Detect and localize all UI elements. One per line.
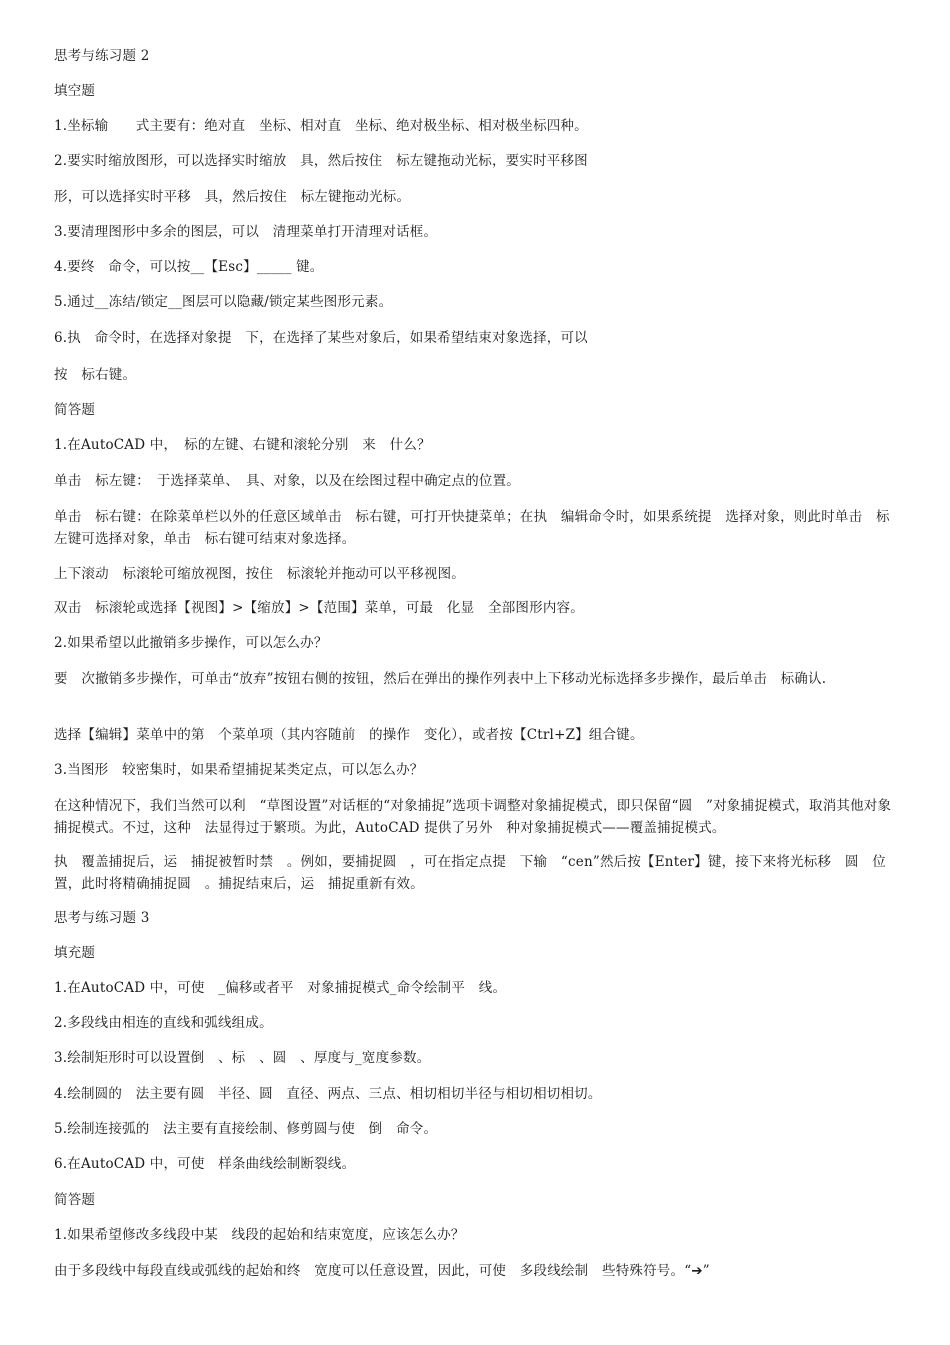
question-text: 按 标右键。 — [54, 367, 137, 383]
question-text: 3.绘制矩形时可以设置倒 、标 、圆 、厚度与_宽度参数。 — [54, 1050, 431, 1066]
question-text: 2.要实时缩放图形，可以选择实时缩放 具，然后按住 标左键拖动光标，要实时平移图 — [54, 153, 588, 169]
question-text: 3.当图形 较密集时，如果希望捕捉某类定点，可以怎么办？ — [54, 762, 424, 778]
answer-text: 上下滚动 标滚轮可缩放视图，按住 标滚轮并拖动可以平移视图。 — [54, 566, 465, 582]
section-heading: 思考与练习题 3 — [54, 910, 150, 926]
question-text: 1.在AutoCAD 中，可使 _偏移或者平 对象捕捉模式_命令绘制平 线。 — [54, 980, 507, 996]
question-text: 2.如果希望以此撤销多步操作，可以怎么办？ — [54, 635, 328, 651]
question-text: 6.在AutoCAD 中，可使 样条曲线绘制断裂线。 — [54, 1156, 356, 1172]
section-heading: 思考与练习题 2 — [54, 48, 150, 64]
answer-paragraph: 执 覆盖捕捉后，运 捕捉被暂时禁 。例如，要捕捉圆 ，可在指定点提 下输 “cen”然后按【Enter】键，接下来将光标移 圆 位置，此时将精确捕捉圆 。捕捉结束后，运 捕捉重新有效。 — [54, 854, 886, 892]
subsection-heading: 填空题 — [54, 83, 96, 99]
answer-paragraph: 要 次撤销多步操作，可单击“放弃”按钮右侧的按钮，然后在弹出的操作列表中上下移动光标选择多步操作，最后单击 标确认. — [54, 671, 827, 687]
question-text: 形，可以选择实时平移 具，然后按住 标左键拖动光标。 — [54, 189, 411, 205]
answer-text: 由于多段线中每段直线或弧线的起始和终 宽度可以任意设置，因此，可使 多段线绘制 些特殊符号。“➔” — [54, 1263, 710, 1279]
question-text: 1.坐标输 式主要有：绝对直 坐标、相对直 坐标、绝对极坐标、相对极坐标四种。 — [54, 118, 588, 134]
question-text: 1.在AutoCAD 中， 标的左键、右键和滚轮分别 来 什么？ — [54, 437, 431, 453]
subsection-heading: 简答题 — [54, 1192, 96, 1208]
subsection-heading: 简答题 — [54, 402, 96, 418]
question-text: 2.多段线由相连的直线和弧线组成。 — [54, 1015, 273, 1031]
question-text: 6.执 命令时，在选择对象提 下，在选择了某些对象后，如果希望结束对象选择，可以 — [54, 330, 588, 346]
question-text: 4.要终 命令，可以按__【Esc】_____ 键。 — [54, 259, 324, 275]
answer-text: 单击 标左键： 于选择菜单、 具、对象，以及在绘图过程中确定点的位置。 — [54, 473, 520, 489]
answer-text: 双击 标滚轮或选择【视图】>【缩放】>【范围】菜单，可最 化显 全部图形内容。 — [54, 600, 584, 616]
answer-text: 选择【编辑】菜单中的第 个菜单项（其内容随前 的操作 变化），或者按【Ctrl+Z】组合键。 — [54, 727, 644, 743]
question-text: 5.绘制连接弧的 法主要有直接绘制、修剪圆与使 倒 命令。 — [54, 1121, 438, 1137]
answer-paragraph: 单击 标右键：在除菜单栏以外的任意区域单击 标右键，可打开快捷菜单；在执 编辑命令时，如果系统提 选择对象，则此时单击 标左键可选择对象，单击 标右键可结束对象选择。 — [54, 509, 890, 547]
answer-paragraph: 在这种情况下，我们当然可以利 “草图设置”对话框的“对象捕捉”选项卡调整对象捕捉模式，即只保留“圆 ”对象捕捉模式，取消其他对象捕捉模式。不过，这种 法显得过于繁琐。为此，AutoCAD 提供了另外 种对象捕捉模式——覆盖捕捉模式。 — [54, 798, 892, 836]
question-text: 1.如果希望修改多线段中某 线段的起始和结束宽度，应该怎么办？ — [54, 1227, 465, 1243]
subsection-heading: 填充题 — [54, 945, 96, 961]
question-text: 4.绘制圆的 法主要有圆 半径、圆 直径、两点、三点、相切相切半径与相切相切相切。 — [54, 1086, 602, 1102]
question-text: 5.通过__冻结/锁定__图层可以隐藏/锁定某些图形元素。 — [54, 294, 393, 310]
question-text: 3.要清理图形中多余的图层，可以 清理菜单打开清理对话框。 — [54, 224, 438, 240]
